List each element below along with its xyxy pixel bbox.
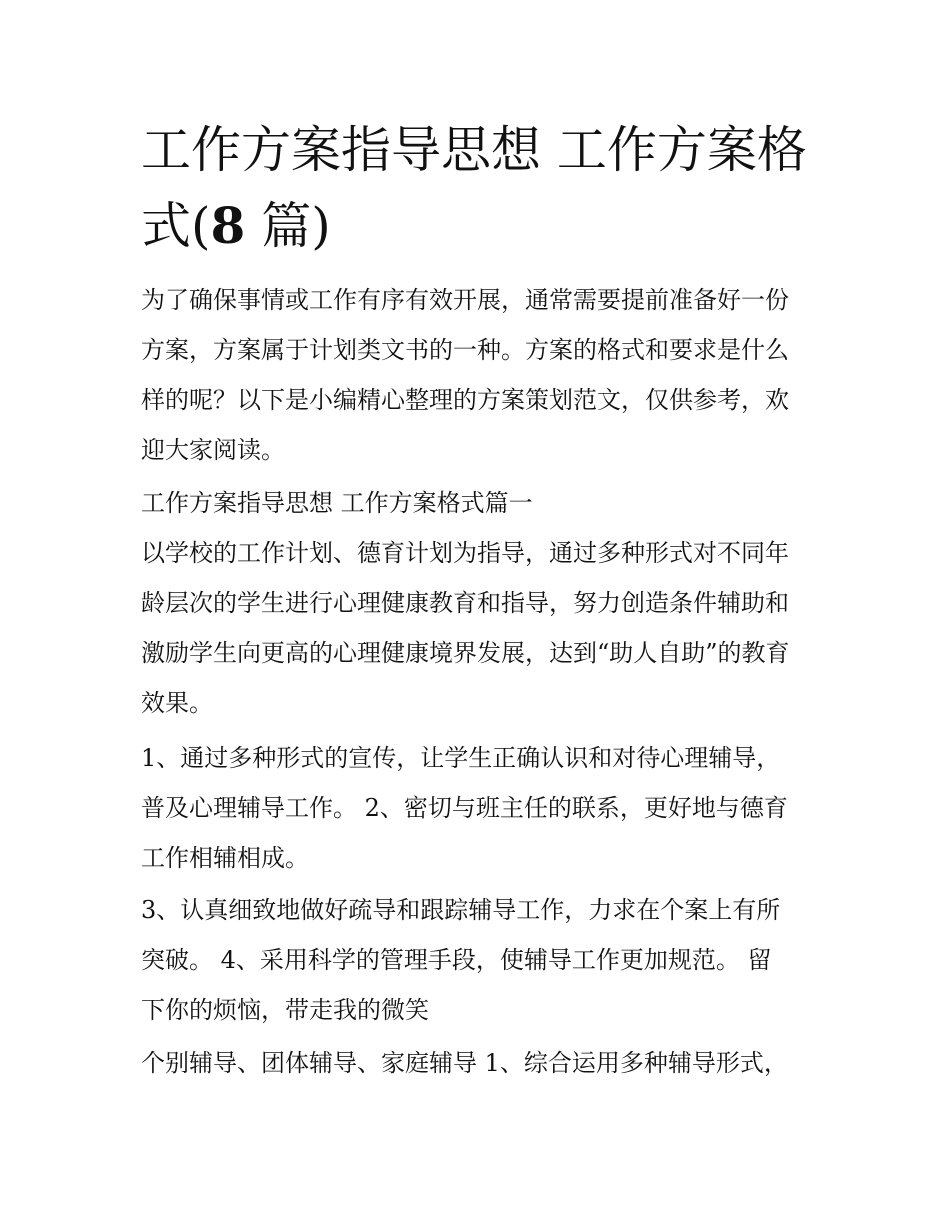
document-title [141, 112, 831, 264]
section-heading [141, 478, 821, 528]
paragraph-line: 样的呢？以下是小编精心整理的方案策划范文，仅供参考，欢 [141, 386, 789, 414]
title-text-a: 式( [141, 197, 211, 255]
paragraph-line: 迎大家阅读。 [141, 436, 285, 464]
paragraph-line: 激励学生向更高的心理健康境界发展，达到“助人自助”的教育 [141, 639, 790, 667]
title-text-c: 篇) [245, 197, 331, 255]
paragraph-line: 方案，方案属于计划类文书的一种。方案的格式和要求是什么 [141, 336, 789, 364]
paragraph-line: 工作相辅相成。 [141, 844, 309, 872]
paragraph-line: 个别辅导、团体辅导、家庭辅导 1、综合运用多种辅导形式， [141, 1049, 788, 1077]
paragraph-line: 1、通过多种形式的宣传，让学生正确认识和对待心理辅导， [141, 744, 781, 772]
paragraph-line: 普及心理辅导工作。 2、密切与班主任的联系，更好地与德育 [141, 794, 788, 822]
goals-paragraph-2 [141, 885, 821, 1035]
goals-paragraph-1 [141, 733, 821, 883]
section-heading-text: 工作方案指导思想 工作方案格式篇一 [141, 489, 533, 517]
paragraph-line: 3、认真细致地做好疏导和跟踪辅导工作，力求在个案上有所 [141, 896, 781, 924]
paragraph-line: 突破。 4、采用科学的管理手段，使辅导工作更加规范。 留 [141, 946, 772, 974]
paragraph-line: 效果。 [141, 689, 213, 717]
title-line-1: 工作方案指导思想 工作方案格 [141, 121, 807, 179]
title-line-2 [141, 188, 831, 264]
paragraph-line: 为了确保事情或工作有序有效开展，通常需要提前准备好一份 [141, 286, 789, 314]
paragraph-line: 龄层次的学生进行心理健康教育和指导，努力创造条件辅助和 [141, 589, 789, 617]
intro-paragraph [141, 275, 821, 475]
paragraph-line: 下你的烦恼，带走我的微笑 [141, 996, 429, 1024]
paragraph-line: 以学校的工作计划、德育计划为指导，通过多种形式对不同年 [141, 539, 789, 567]
counseling-paragraph [141, 1038, 821, 1088]
guiding-paragraph [141, 528, 821, 728]
title-count: 8 [210, 196, 246, 255]
